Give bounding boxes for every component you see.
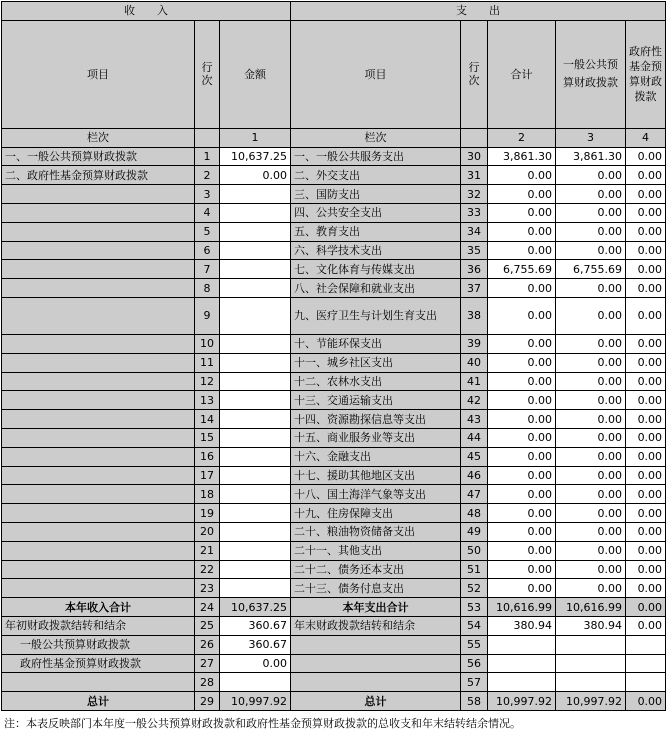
table-row <box>2 147 666 166</box>
expense-item: 四、公共安全支出 <box>291 203 461 222</box>
expense-row-no: 42 <box>461 391 488 410</box>
expense-fund: 0.00 <box>626 485 666 504</box>
expense-item: 十四、资源勘探信息等支出 <box>291 410 461 429</box>
income-amount <box>220 391 291 410</box>
expense-item: 一、一般公共服务支出 <box>291 147 461 166</box>
expense-row-no: 30 <box>461 147 488 166</box>
income-item <box>2 372 195 391</box>
end-balance-general: 380.94 <box>556 616 626 635</box>
income-item <box>2 334 195 353</box>
income-item: 二、政府性基金预算财政拨款 <box>2 166 195 185</box>
expense-item: 十、节能环保支出 <box>291 334 461 353</box>
table-row <box>2 203 666 222</box>
expense-fund: 0.00 <box>626 353 666 372</box>
expense-item: 十六、金融支出 <box>291 447 461 466</box>
expense-total: 0.00 <box>488 428 556 447</box>
income-row-no: 13 <box>195 391 220 410</box>
grand-total-row-no-right: 58 <box>461 692 488 711</box>
table-row <box>2 541 666 560</box>
income-item <box>2 504 195 523</box>
income-amount <box>220 428 291 447</box>
income-row-no: 21 <box>195 541 220 560</box>
begin-balance-amount: 360.67 <box>220 616 291 635</box>
expense-general: 0.00 <box>556 579 626 598</box>
column-index-4: 4 <box>626 128 666 147</box>
expense-item: 五、教育支出 <box>291 222 461 241</box>
expense-row-no: 33 <box>461 203 488 222</box>
expense-row-no: 50 <box>461 541 488 560</box>
expense-total-sum: 10,616.99 <box>488 598 556 617</box>
expense-item: 十七、援助其他地区支出 <box>291 466 461 485</box>
income-item <box>2 297 195 334</box>
expense-general: 0.00 <box>556 391 626 410</box>
expense-total: 0.00 <box>488 297 556 334</box>
income-item <box>2 279 195 298</box>
table-row <box>2 391 666 410</box>
expense-general: 0.00 <box>556 485 626 504</box>
table-row <box>2 522 666 541</box>
income-row-no: 10 <box>195 334 220 353</box>
grand-total-general: 10,997.92 <box>556 692 626 711</box>
expense-total: 0.00 <box>488 241 556 260</box>
table-row <box>2 334 666 353</box>
expense-general: 0.00 <box>556 560 626 579</box>
general-budget-header: 一般公共预算财政拨款 <box>556 20 626 128</box>
income-total-row-no: 24 <box>195 598 220 617</box>
end-balance-fund: 0.00 <box>626 616 666 635</box>
expense-fund: 0.00 <box>626 260 666 279</box>
expense-fund: 0.00 <box>626 372 666 391</box>
expense-total: 0.00 <box>488 410 556 429</box>
income-header: 收 入 <box>2 2 291 21</box>
expense-fund: 0.00 <box>626 147 666 166</box>
expense-general: 6,755.69 <box>556 260 626 279</box>
table-row <box>2 297 666 334</box>
grand-total-label-left: 总计 <box>2 692 195 711</box>
income-item <box>2 203 195 222</box>
expense-row-no: 47 <box>461 485 488 504</box>
expense-general: 0.00 <box>556 447 626 466</box>
income-row-no: 14 <box>195 410 220 429</box>
begin-fund-label: 政府性基金预算财政拨款 <box>2 654 195 673</box>
expense-item-header: 项目 <box>291 20 461 128</box>
income-amount-header: 金额 <box>220 20 291 128</box>
row-no-57: 57 <box>461 673 488 692</box>
expense-total: 0.00 <box>488 391 556 410</box>
expense-total: 0.00 <box>488 522 556 541</box>
expense-total: 0.00 <box>488 372 556 391</box>
income-amount <box>220 260 291 279</box>
expense-fund: 0.00 <box>626 428 666 447</box>
expense-total-label: 本年支出合计 <box>291 598 461 617</box>
column-index-2: 2 <box>488 128 556 147</box>
expense-item: 七、文化体育与传媒支出 <box>291 260 461 279</box>
income-amount <box>220 222 291 241</box>
income-item <box>2 241 195 260</box>
expense-general: 0.00 <box>556 185 626 204</box>
grand-total-sum: 10,997.92 <box>488 692 556 711</box>
income-amount <box>220 241 291 260</box>
expense-item: 二十二、债务还本支出 <box>291 560 461 579</box>
income-amount <box>220 185 291 204</box>
expense-fund: 0.00 <box>626 504 666 523</box>
table-row <box>2 560 666 579</box>
income-amount <box>220 560 291 579</box>
expense-total-general: 10,616.99 <box>556 598 626 617</box>
expense-fund: 0.00 <box>626 560 666 579</box>
expense-total: 0.00 <box>488 466 556 485</box>
expense-item: 十三、交通运输支出 <box>291 391 461 410</box>
table-row <box>2 241 666 260</box>
end-balance-total: 380.94 <box>488 616 556 635</box>
row-no-56: 56 <box>461 654 488 673</box>
expense-row-no: 34 <box>461 222 488 241</box>
income-row-no: 9 <box>195 297 220 334</box>
fiscal-allocation-table <box>1 1 666 711</box>
table-row <box>2 447 666 466</box>
expense-item: 十八、国土海洋气象等支出 <box>291 485 461 504</box>
income-row-no: 3 <box>195 185 220 204</box>
expense-item: 二十一、其他支出 <box>291 541 461 560</box>
income-row-no-header: 行次 <box>195 20 220 128</box>
table-row <box>2 222 666 241</box>
expense-total: 6,755.69 <box>488 260 556 279</box>
expense-item: 二十三、债务付息支出 <box>291 579 461 598</box>
column-label-left: 栏次 <box>2 128 195 147</box>
expense-general: 0.00 <box>556 541 626 560</box>
income-item <box>2 541 195 560</box>
expense-total: 0.00 <box>488 353 556 372</box>
income-row-no: 8 <box>195 279 220 298</box>
begin-fund-amount: 0.00 <box>220 654 291 673</box>
table-row <box>2 372 666 391</box>
expense-general: 0.00 <box>556 279 626 298</box>
expense-row-no: 40 <box>461 353 488 372</box>
expense-total: 0.00 <box>488 504 556 523</box>
begin-general-label: 一般公共预算财政拨款 <box>2 635 195 654</box>
expense-general: 0.00 <box>556 353 626 372</box>
income-amount <box>220 447 291 466</box>
expense-row-no: 51 <box>461 560 488 579</box>
expense-item: 二十、粮油物资储备支出 <box>291 522 461 541</box>
income-amount <box>220 297 291 334</box>
expense-item: 六、科学技术支出 <box>291 241 461 260</box>
expense-fund: 0.00 <box>626 334 666 353</box>
expense-general: 0.00 <box>556 372 626 391</box>
expense-item: 八、社会保障和就业支出 <box>291 279 461 298</box>
expense-fund: 0.00 <box>626 579 666 598</box>
income-row-no: 15 <box>195 428 220 447</box>
income-row-no: 5 <box>195 222 220 241</box>
expense-row-no: 44 <box>461 428 488 447</box>
expense-fund: 0.00 <box>626 410 666 429</box>
table-row <box>2 485 666 504</box>
begin-balance-label: 年初财政拨款结转和结余 <box>2 616 195 635</box>
begin-general-amount: 360.67 <box>220 635 291 654</box>
expense-row-no: 36 <box>461 260 488 279</box>
income-item <box>2 522 195 541</box>
expense-general: 0.00 <box>556 241 626 260</box>
table-row <box>2 579 666 598</box>
table-row <box>2 428 666 447</box>
income-amount <box>220 334 291 353</box>
income-total-amount: 10,637.25 <box>220 598 291 617</box>
income-row-no: 18 <box>195 485 220 504</box>
expense-row-no: 41 <box>461 372 488 391</box>
income-row-no: 19 <box>195 504 220 523</box>
expense-fund: 0.00 <box>626 447 666 466</box>
income-item <box>2 353 195 372</box>
income-amount <box>220 466 291 485</box>
income-amount: 10,637.25 <box>220 147 291 166</box>
expense-total-header: 合计 <box>488 20 556 128</box>
income-amount: 0.00 <box>220 166 291 185</box>
expense-fund: 0.00 <box>626 203 666 222</box>
expense-item: 十九、住房保障支出 <box>291 504 461 523</box>
expense-total: 0.00 <box>488 203 556 222</box>
income-row-no: 20 <box>195 522 220 541</box>
expense-general: 0.00 <box>556 166 626 185</box>
income-item <box>2 222 195 241</box>
expense-total: 0.00 <box>488 541 556 560</box>
expense-fund: 0.00 <box>626 185 666 204</box>
expense-general: 0.00 <box>556 334 626 353</box>
expense-item: 十一、城乡社区支出 <box>291 353 461 372</box>
expense-total: 0.00 <box>488 185 556 204</box>
income-row-no: 23 <box>195 579 220 598</box>
expense-item: 二、外交支出 <box>291 166 461 185</box>
income-item <box>2 391 195 410</box>
table-row <box>2 185 666 204</box>
income-amount <box>220 203 291 222</box>
expense-total-fund: 0.00 <box>626 598 666 617</box>
income-row-no: 2 <box>195 166 220 185</box>
income-row-no: 12 <box>195 372 220 391</box>
income-item <box>2 466 195 485</box>
expense-item: 三、国防支出 <box>291 185 461 204</box>
expense-row-no: 31 <box>461 166 488 185</box>
end-balance-row-no: 54 <box>461 616 488 635</box>
column-label-right: 栏次 <box>291 128 461 147</box>
expense-general: 0.00 <box>556 504 626 523</box>
income-item <box>2 560 195 579</box>
expense-total-row-no: 53 <box>461 598 488 617</box>
expense-fund: 0.00 <box>626 222 666 241</box>
expense-row-no: 32 <box>461 185 488 204</box>
grand-total-row-no-left: 29 <box>195 692 220 711</box>
income-amount <box>220 353 291 372</box>
income-row-no: 1 <box>195 147 220 166</box>
income-amount <box>220 410 291 429</box>
income-total-label: 本年收入合计 <box>2 598 195 617</box>
income-item <box>2 485 195 504</box>
expense-general: 0.00 <box>556 297 626 334</box>
income-row-no: 7 <box>195 260 220 279</box>
expense-row-no: 49 <box>461 522 488 541</box>
expense-fund: 0.00 <box>626 522 666 541</box>
expense-general: 0.00 <box>556 522 626 541</box>
expense-general: 0.00 <box>556 410 626 429</box>
expense-fund: 0.00 <box>626 391 666 410</box>
expense-item: 十五、商业服务业等支出 <box>291 428 461 447</box>
income-item <box>2 428 195 447</box>
expense-fund: 0.00 <box>626 297 666 334</box>
expense-row-no: 35 <box>461 241 488 260</box>
table-row <box>2 353 666 372</box>
income-amount <box>220 522 291 541</box>
grand-total-label-right: 总计 <box>291 692 461 711</box>
grand-total-amount: 10,997.92 <box>220 692 291 711</box>
expense-total: 0.00 <box>488 560 556 579</box>
table-row <box>2 410 666 429</box>
expense-row-no: 38 <box>461 297 488 334</box>
income-item <box>2 185 195 204</box>
table-row <box>2 260 666 279</box>
expense-row-no: 43 <box>461 410 488 429</box>
begin-balance-row-no: 25 <box>195 616 220 635</box>
income-row-no: 16 <box>195 447 220 466</box>
income-item <box>2 260 195 279</box>
expense-total: 3,861.30 <box>488 147 556 166</box>
expense-fund: 0.00 <box>626 541 666 560</box>
income-amount <box>220 485 291 504</box>
income-amount <box>220 372 291 391</box>
begin-general-row-no: 26 <box>195 635 220 654</box>
income-row-no: 4 <box>195 203 220 222</box>
column-index-3: 3 <box>556 128 626 147</box>
expense-fund: 0.00 <box>626 166 666 185</box>
income-amount <box>220 504 291 523</box>
income-row-no: 17 <box>195 466 220 485</box>
expense-row-no: 37 <box>461 279 488 298</box>
expense-general: 0.00 <box>556 466 626 485</box>
expense-total: 0.00 <box>488 447 556 466</box>
table-row <box>2 504 666 523</box>
end-balance-label: 年末财政拨款结转和结余 <box>291 616 461 635</box>
begin-fund-row-no: 27 <box>195 654 220 673</box>
row-no-55: 55 <box>461 635 488 654</box>
fund-budget-header: 政府性基金预算财政拨款 <box>626 20 666 128</box>
income-item <box>2 410 195 429</box>
expense-row-no: 45 <box>461 447 488 466</box>
row-no-28: 28 <box>195 673 220 692</box>
expense-total: 0.00 <box>488 334 556 353</box>
expense-general: 0.00 <box>556 203 626 222</box>
expense-row-no: 48 <box>461 504 488 523</box>
expense-item: 九、医疗卫生与计划生育支出 <box>291 297 461 334</box>
expense-fund: 0.00 <box>626 241 666 260</box>
income-item-header: 项目 <box>2 20 195 128</box>
expense-total: 0.00 <box>488 222 556 241</box>
expense-general: 0.00 <box>556 428 626 447</box>
expense-row-no: 52 <box>461 579 488 598</box>
table-row <box>2 166 666 185</box>
income-amount <box>220 579 291 598</box>
footnote: 注：本表反映部门本年度一般公共预算财政拨款和政府性基金预算财政拨款的总收支和年末结转结余情况。 <box>4 717 521 730</box>
expense-total: 0.00 <box>488 166 556 185</box>
expense-general: 0.00 <box>556 222 626 241</box>
expense-header: 支 出 <box>291 2 666 21</box>
expense-general: 3,861.30 <box>556 147 626 166</box>
expense-total: 0.00 <box>488 485 556 504</box>
expense-row-no: 39 <box>461 334 488 353</box>
column-index-1: 1 <box>220 128 291 147</box>
grand-total-fund: 0.00 <box>626 692 666 711</box>
income-row-no: 11 <box>195 353 220 372</box>
expense-row-no-header: 行次 <box>461 20 488 128</box>
table-row <box>2 279 666 298</box>
income-amount <box>220 541 291 560</box>
expense-total: 0.00 <box>488 279 556 298</box>
expense-total: 0.00 <box>488 579 556 598</box>
expense-item: 十二、农林水支出 <box>291 372 461 391</box>
income-item: 一、一般公共预算财政拨款 <box>2 147 195 166</box>
expense-row-no: 46 <box>461 466 488 485</box>
expense-fund: 0.00 <box>626 279 666 298</box>
income-row-no: 22 <box>195 560 220 579</box>
income-item <box>2 579 195 598</box>
income-row-no: 6 <box>195 241 220 260</box>
income-item <box>2 447 195 466</box>
income-amount <box>220 279 291 298</box>
expense-fund: 0.00 <box>626 466 666 485</box>
table-row <box>2 466 666 485</box>
